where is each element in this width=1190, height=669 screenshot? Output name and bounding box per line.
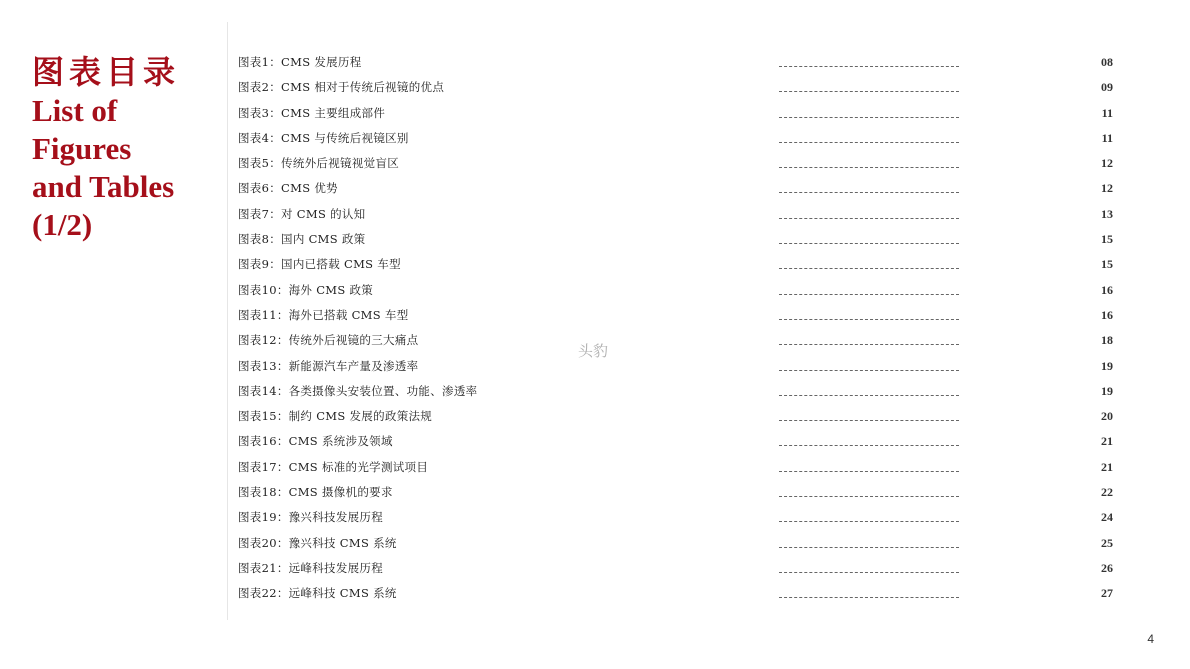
toc-entry-label: 图表2：CMS 相对于传统后视镜的优点 — [238, 80, 445, 95]
toc-row[interactable] — [238, 509, 1118, 534]
toc-page-number: 12 — [1101, 181, 1113, 196]
toc-leader-dots — [779, 395, 959, 396]
title-english-line: Figures — [32, 131, 132, 166]
toc-page-number: 24 — [1101, 510, 1113, 525]
toc-leader-dots — [779, 445, 959, 446]
title-english-line: and Tables — [32, 169, 175, 204]
title-english-line: List of — [32, 93, 118, 128]
toc-entry-label: 图表4：CMS 与传统后视镜区别 — [238, 130, 409, 145]
toc-entry-label: 图表20：豫兴科技 CMS 系统 — [238, 535, 397, 550]
toc-entry-label: 图表14：各类摄像头安装位置、功能、渗透率 — [238, 383, 478, 398]
toc-row[interactable] — [238, 408, 1118, 433]
toc-row[interactable] — [238, 130, 1118, 155]
toc-page-number: 27 — [1101, 586, 1113, 601]
toc-page-number: 20 — [1101, 409, 1113, 424]
vertical-divider — [227, 22, 228, 620]
toc-entry-label: 图表12：传统外后视镜的三大痛点 — [238, 333, 419, 348]
toc-row[interactable] — [238, 383, 1118, 408]
toc-row[interactable] — [238, 535, 1118, 560]
toc-entry-label: 图表21：远峰科技发展历程 — [238, 560, 384, 575]
toc-page-number: 19 — [1101, 383, 1113, 398]
toc-leader-dots — [779, 471, 959, 472]
toc-row[interactable] — [238, 180, 1118, 205]
toc-leader-dots — [779, 218, 959, 219]
toc-page-number: 21 — [1101, 434, 1113, 449]
page-number: 4 — [1147, 632, 1154, 646]
toc-leader-dots — [779, 268, 959, 269]
toc-entry-label: 图表3：CMS 主要组成部件 — [238, 105, 386, 120]
title-english — [32, 92, 212, 244]
toc-page-number: 09 — [1101, 80, 1113, 95]
toc-entry-label: 图表15：制约 CMS 发展的政策法规 — [238, 409, 433, 424]
toc-leader-dots — [779, 192, 959, 193]
toc-page-number: 18 — [1101, 333, 1113, 348]
toc-page-number: 25 — [1101, 535, 1113, 550]
toc-page-number: 16 — [1101, 282, 1113, 297]
toc-leader-dots — [779, 547, 959, 548]
toc-leader-dots — [779, 344, 959, 345]
toc-entry-label: 图表6：CMS 优势 — [238, 181, 338, 196]
toc-row[interactable] — [238, 256, 1118, 281]
toc-page-number: 13 — [1101, 206, 1113, 221]
toc-page-number: 19 — [1101, 358, 1113, 373]
toc-page-number: 15 — [1101, 232, 1113, 247]
toc-entry-label: 图表8：国内 CMS 政策 — [238, 232, 366, 247]
toc-row[interactable] — [238, 585, 1118, 610]
toc-leader-dots — [779, 66, 959, 67]
toc-entry-label: 图表5：传统外后视镜视觉盲区 — [238, 156, 400, 171]
table-of-figures — [238, 54, 1118, 611]
toc-entry-label: 图表11：海外已搭载 CMS 车型 — [238, 307, 409, 322]
toc-entry-label: 图表13：新能源汽车产量及渗透率 — [238, 358, 419, 373]
toc-entry-label: 图表16：CMS 系统涉及领域 — [238, 434, 393, 449]
toc-leader-dots — [779, 243, 959, 244]
toc-leader-dots — [779, 572, 959, 573]
toc-page-number: 08 — [1101, 55, 1113, 69]
toc-row[interactable] — [238, 105, 1118, 130]
toc-leader-dots — [779, 91, 959, 92]
toc-entry-label: 图表22：远峰科技 CMS 系统 — [238, 586, 397, 601]
toc-entry-label: 图表10：海外 CMS 政策 — [238, 282, 374, 297]
toc-leader-dots — [779, 496, 959, 497]
title-english-line: (1/2) — [32, 207, 93, 242]
toc-page-number: 11 — [1101, 105, 1113, 120]
toc-entry-label: 图表7：对 CMS 的认知 — [238, 206, 366, 221]
toc-page-number: 22 — [1101, 485, 1113, 500]
toc-row[interactable] — [238, 231, 1118, 256]
toc-page-number: 16 — [1101, 307, 1113, 322]
title-chinese: 图表目录 — [32, 53, 181, 91]
toc-row[interactable] — [238, 79, 1118, 104]
toc-entry-label: 图表1：CMS 发展历程 — [238, 55, 362, 69]
toc-leader-dots — [779, 294, 959, 295]
toc-leader-dots — [779, 370, 959, 371]
toc-leader-dots — [779, 117, 959, 118]
toc-row[interactable] — [238, 433, 1118, 458]
toc-entry-label: 图表9：国内已搭载 CMS 车型 — [238, 257, 401, 272]
toc-leader-dots — [779, 597, 959, 598]
toc-page-number: 11 — [1101, 130, 1113, 145]
toc-row[interactable] — [238, 332, 1118, 357]
toc-row[interactable] — [238, 484, 1118, 509]
toc-row[interactable] — [238, 307, 1118, 332]
toc-leader-dots — [779, 420, 959, 421]
toc-page-number: 15 — [1101, 257, 1113, 272]
toc-row[interactable] — [238, 54, 1118, 79]
toc-row[interactable] — [238, 560, 1118, 585]
toc-entry-label: 图表19：豫兴科技发展历程 — [238, 510, 384, 525]
toc-row[interactable] — [238, 155, 1118, 180]
watermark: 头豹 — [578, 342, 609, 360]
toc-leader-dots — [779, 142, 959, 143]
toc-row[interactable] — [238, 459, 1118, 484]
toc-leader-dots — [779, 167, 959, 168]
toc-leader-dots — [779, 521, 959, 522]
toc-page-number: 21 — [1101, 459, 1113, 474]
toc-entry-label: 图表17：CMS 标准的光学测试项目 — [238, 459, 429, 474]
toc-row[interactable] — [238, 206, 1118, 231]
toc-page-number: 12 — [1101, 156, 1113, 171]
toc-row[interactable] — [238, 282, 1118, 307]
toc-page-number: 26 — [1101, 560, 1113, 575]
toc-row[interactable] — [238, 358, 1118, 383]
toc-entry-label: 图表18：CMS 摄像机的要求 — [238, 485, 393, 500]
toc-leader-dots — [779, 319, 959, 320]
section-title — [32, 52, 212, 244]
